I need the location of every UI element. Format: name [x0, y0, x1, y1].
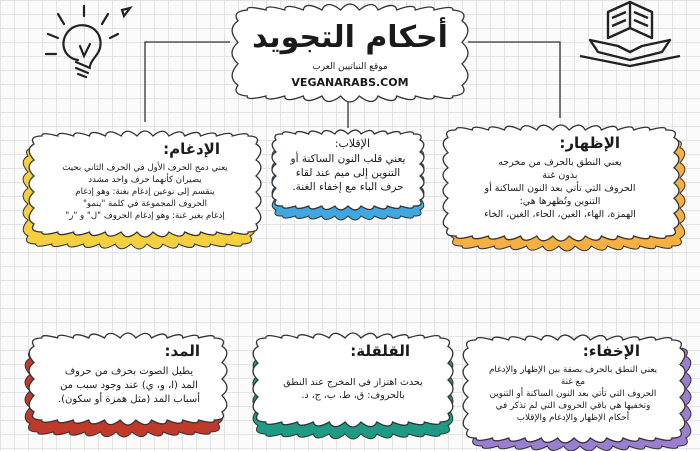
page-subtitle: موقع النباتيين العرب: [312, 62, 388, 72]
izhar-body: [440, 156, 680, 221]
madd-body: [34, 365, 224, 407]
idgham-line: ينقسم إلى نوعين إدغام بغنة: وهو إدغام: [75, 187, 215, 197]
iqlab-line: التنوين إلى ميم عند لقاء: [295, 167, 401, 179]
ikhfa-line: يعني النطق بالحرف بصفة بين الإظهار والإدغام: [488, 365, 658, 375]
madd-title: المد:: [164, 342, 200, 360]
izhar-line: التنوين وتُظهرها هي:: [519, 196, 601, 207]
idgham-title: الإدغام:: [163, 140, 220, 158]
madd-line: المد (ا، و، ي) عند وجود سبب من: [60, 380, 198, 391]
page-title: أحكام التجويد: [252, 20, 448, 55]
izhar-line: يعني النطق بالحرف من مخرجه: [498, 157, 622, 168]
izhar-line: الحروف التي تأتي بعد النون الساكنة أو: [484, 183, 636, 194]
connector-left: [145, 42, 230, 122]
ikhfa-body: [462, 364, 684, 424]
idgham-line: الحروف المجموعة في كلمة "ينمو": [82, 199, 208, 209]
connector-right: [468, 42, 560, 118]
izhar-title: الإظهار:: [559, 134, 620, 152]
izhar-line: الهمزة، الهاء، العين، الحاء، الغين، الخاء: [484, 209, 636, 220]
iqlab-body: [272, 152, 424, 194]
idgham-line: يعني دمج الحرف الأول في الحرف الثاني بحيث: [62, 163, 228, 173]
iqlab-title: الإقلاب:: [334, 137, 370, 150]
qalqala-title: القلقلة:: [350, 342, 410, 360]
madd-line: أسباب المد (مثل همزة أو سكون).: [57, 394, 201, 405]
qalqala-body: [258, 376, 448, 402]
madd-line: يطيل الصوت بحرف من حروف: [64, 366, 194, 377]
iqlab-line: يعني قلب النون الساكنة أو: [290, 153, 406, 165]
ikhfa-line: وتخفيها هي باقي الحروف التي لم تذكر في: [495, 401, 651, 411]
izhar-line: بدون غنة: [542, 170, 578, 181]
idgham-line: إدغام بغير غنة: وهو إدغام الحروف "ل" و "ر": [65, 211, 225, 221]
idgham-line: يصيران كأنهما حرف واحد مشدد: [88, 175, 202, 185]
qalqala-line: يحدث اهتزاز في المخرج عند النطق: [283, 377, 423, 388]
ikhfa-line: مع غنة: [560, 377, 586, 387]
iqlab-line: حرف الباء مع إخفاء الغنة.: [292, 181, 404, 193]
ikhfa-line: الحروف التي تأتي بعد النون الساكنة أو التنوين: [489, 389, 657, 399]
ikhfa-title: الإخفاء:: [582, 342, 640, 360]
website-label: VEGANARABS.COM: [291, 76, 409, 89]
ikhfa-line: أحكام الإظهار والإدغام والإقلاب: [516, 413, 630, 423]
lightbulb-icon: [46, 6, 130, 77]
qalqala-line: بالحروف: ق، ط، ب، ج، د.: [301, 390, 405, 401]
book-icon: [580, 2, 680, 66]
idgham-body: [30, 162, 260, 222]
